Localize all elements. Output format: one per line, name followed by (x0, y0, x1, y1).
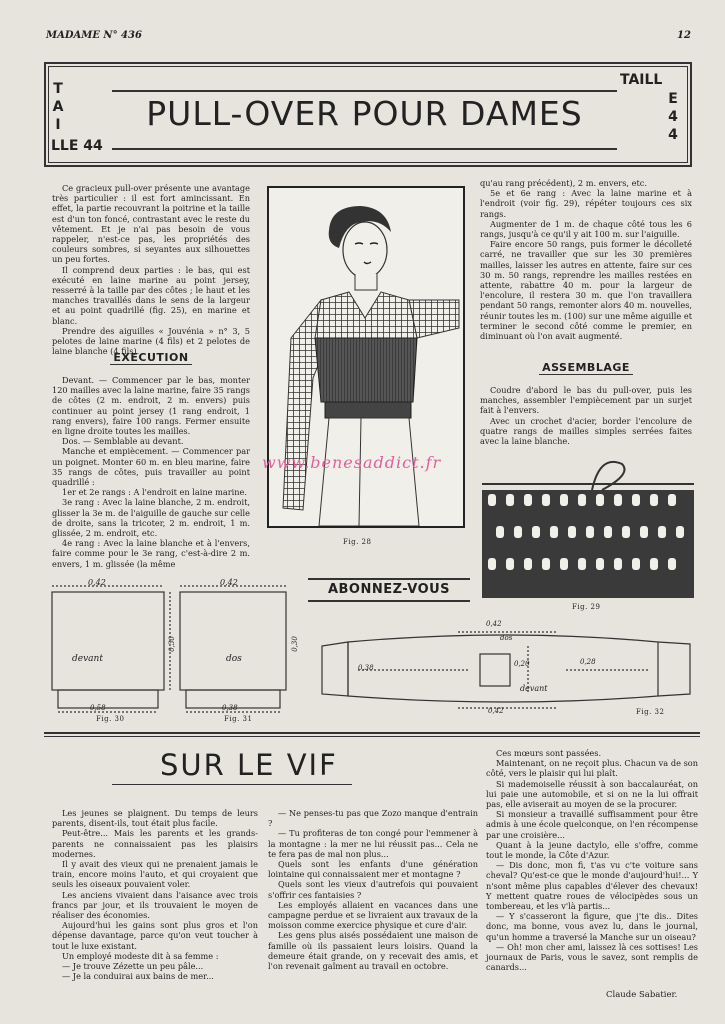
fig-29-caption: Fig. 29 (572, 603, 601, 611)
fig-32-caption: Fig. 32 (636, 708, 665, 716)
title-bottom-rule (112, 148, 617, 150)
fig-31-caption: Fig. 31 (224, 715, 253, 723)
page-title: PULL-OVER POUR DAMES (146, 94, 583, 133)
fig-30-width: 0,42 (88, 578, 106, 587)
story-col3: Ces mœurs sont passées. Maintenant, on ne reçoit plus. Chacun va de son côté, vers le plaisir qui lui plaît. Si mademoiselle réussit à son baccalauréat, on lui paie une automobile, et si on ne la lui offrait pas, elle aviserait au moyen de se la procurer. Si monsieur a travaillé suffisamment pour être admis à une école quelconque, on l'en récompense par une croisière... Quant à la jeune dactylo, elle s'offre, comme tout le monde, la Côte d'Azur. — Dis donc, mon fi, t'as vu c'te voiture sans cheval? Qu'est-ce que le monde d'aujourd'hui!... Y n'sont même plus capables d'élever des chevaux! Y mettent quatre roues de vélocipèdes sous un tombereau, et les v'là partis... — Y s'casseront la figure, que j'te dis.. Dites donc, ma bonne, vous avez lu, dans le journal, qu'un homme a traversé la Manche sur un oiseau? — Oh! mon cher ami, laissez là ces sottises! Les journaux de Paris, vous le savez, sont remplis de canards... (486, 748, 698, 973)
fig-30-front-panel (52, 592, 164, 690)
fig-30-caption: Fig. 30 (96, 715, 125, 723)
fig-32-left-measure: 0,38 (358, 664, 374, 672)
woman-sweater-drawing (269, 188, 463, 526)
fig-31-back-panel (180, 592, 286, 690)
size-label-right-top: TAILL (620, 72, 663, 88)
fig-30-label: devant (72, 654, 103, 664)
watermark: www.benesaddict.fr (262, 453, 442, 472)
fig-32-neck-measure: 0,20 (514, 660, 530, 668)
fig-32-top-measure: 0,42 (486, 620, 502, 628)
article-col2: qu'au rang précédent), 2 m. envers, etc. 5e et 6e rang : Avec la laine marine et à l'endroit (voir fig. 29), répéter toujours ces six rangs. Augmenter de 1 m. de chaque côté tous les 6 rangs, jusqu'à ce qu'il y ait 100 m. sur l'aiguille. Faire encore 50 rangs, puis former le décolleté carré, ne travailler que sur les 30 premières mailles, laisser les autres en attente, faire sur ces 30 m. 50 rangs, reprendre les mailles restées en attente, rabattre 40 m. pour la largeur de l'encolure, il restera 30 m. que l'on travaillera pendant 50 rangs, remonter alors 40 m. nouvelles, réunir toutes les m. (100) sur une même aiguille et terminer le second côté comme le premier, en diminuant où l'on avait augmenté. (480, 178, 692, 342)
abonnez-rule-bottom (308, 600, 470, 602)
fig-31-bottom: 0,38 (222, 704, 238, 712)
fig-31-height: 0,30 (290, 636, 299, 652)
article-intro: Ce gracieux pull-over présente une avantage très particulier : il est fort amincissant. En effet, la partie recouvrant la poitrine et la taille est d'un ton foncé, contrastant avec le reste du vêtement. Et je n'ai pas besoin de vous rappeler, n'est-ce pas, les propriétés des couleurs sombres, si seyantes aux silhouettes un peu fortes. Il comprend deux parties : le bas, qui est exécuté en laine marine au point jersey, resserré à la taille par des côtes ; le haut et les manches travaillés dans le sens de la largeur et au point quadrillé (fig. 25), en marine et blanc. Prendre des aiguilles « Jouvénia » n° 3, 5 pelotes de laine marine (4 fils) et 2 pelotes de laine blanche (4 fils). (52, 183, 250, 357)
story-col2: — Ne penses-tu pas que Zozo manque d'entrain ? — Tu profiteras de ton congé pour l'emmener à la montagne : la mer ne lui réussit pas... Cela ne te fera pas de mal non plus... Quels sont les enfants d'une génération lointaine qui connaissaient mer et montagne ? Quels sont les vieux d'autrefois qui pouvaient s'offrir ces fantaisies ? Les employés allaient en vacances dans une campagne perdue et se livraient aux travaux de la moisson comme exercice physique et cure d'air. Les gens plus aisés possédaient une maison de famille où ils passaient leurs loisirs. Quand la demeure était grande, on y recevait des amis, et l'on revenait gaîment au travail en octobre. (268, 808, 478, 972)
size-label-left: T A I (52, 81, 64, 133)
title-top-rule (112, 90, 617, 92)
fig-28-caption: Fig. 28 (343, 538, 372, 546)
fig-32-right-measure: 0,28 (580, 658, 596, 666)
assemblage-heading: ASSEMBLAGE (480, 361, 692, 374)
fig-30-height: 0,30 (167, 636, 176, 652)
fig-31-width: 0,42 (220, 578, 238, 587)
fig-31-label: dos (226, 654, 242, 664)
size-label-left-bottom: LLE 44 (51, 138, 103, 154)
fig-29-illustration (482, 454, 694, 602)
fig-32-dos-label: dos (500, 634, 513, 642)
section-divider-thin (44, 736, 700, 737)
story-col1: Les jeunes se plaignent. Du temps de leurs parents, disent-ils, tout était plus facile. Peut-être... Mais les parents et les grands-parents ne connaissaient pas les plaisirs modernes. Il y avait des vieux qui ne prenaient jamais le train, encore moins l'auto, et qui croyaient que seuls les oiseaux pouvaient voler. Les anciens vivaient dans l'aisance avec trois francs par jour, et ils trouvaient le moyen de réaliser des économies. Aujourd'hui les gains sont plus gros et l'on dépense davantage, parce qu'on veut toucher à tout le luxe existant. Un employé modeste dit à sa femme : — Je trouve Zézette un peu pâle... — Je la conduirai aux bains de mer... (52, 808, 258, 982)
story-title-rule (112, 784, 352, 785)
size-label-right: E 4 4 (668, 91, 678, 143)
abonnez-vous-banner: ABONNEZ-VOUS (327, 582, 451, 597)
fig-28-illustration (267, 186, 465, 528)
story-author: Claude Sabatier. (606, 990, 678, 1000)
article-execution: Devant. — Commencer par le bas, monter 120 mailles avec la laine marine, faire 35 rangs de côtes (2 m. endroit, 2 m. envers) puis continuer au point jersey (1 rang endroit, 1 rang envers), faire 100 rangs. Fermer ensuite en ligne droite toutes les mailles. Dos. — Semblable au devant. Manche et empiècement. — Commencer par un poignet. Monter 60 m. en bleu marine, faire 35 rangs de côtes, puis travailler au point quadrillé : 1er et 2e rangs : A l'endroit en laine marine. 3e rang : Avec la laine blanche, 2 m. endroit, glisser la 3e m. de l'aiguille de gauche sur celle de droite, sans la tricoter, 2 m. endroit, 1 m. glissée, 2 m. endroit, etc. 4e rang : Avec la laine blanche et à l'envers, faire comme pour le 3e rang, c'est-à-dire 2 m. envers, 1 m. glissée (la même (52, 375, 250, 569)
fig-30-bottom: 0,58 (90, 704, 106, 712)
fig-32-bottom-measure: 0,42 (488, 707, 504, 715)
fig-32-devant-label: devant (520, 684, 548, 693)
article-assemblage: Coudre d'abord le bas du pull-over, puis les manches, assembler l'empiècement par un surjet fait à l'envers. Avec un crochet d'acier, border l'encolure de quatre rangs de mailles simples serrées faites avec la laine blanche. (480, 385, 692, 447)
abonnez-rule-top (308, 578, 470, 580)
magazine-issue: MADAME N° 436 (46, 30, 142, 41)
execution-heading: EXECUTION (52, 351, 250, 364)
section-divider (44, 732, 700, 734)
story-title: SUR LE VIF (160, 748, 338, 782)
page-number: 12 (677, 30, 691, 41)
knitting-stitch-drawing (482, 454, 694, 602)
